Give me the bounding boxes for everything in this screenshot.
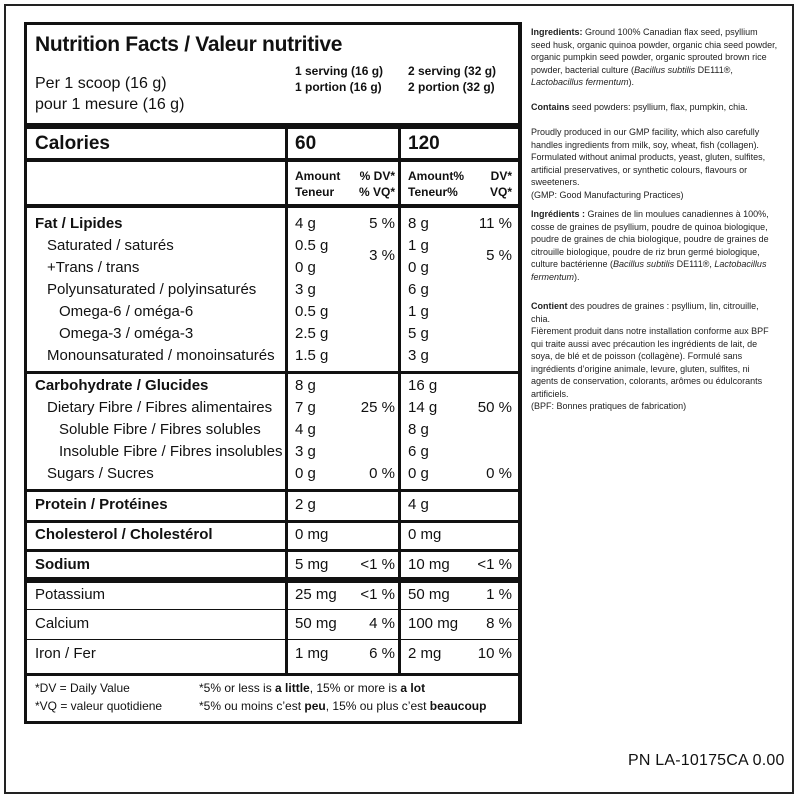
sol-amount-1: 4 g: [295, 421, 316, 438]
potassium-dv-2: 1 %: [486, 586, 512, 603]
sugar-amount-1: 0 g: [295, 465, 316, 482]
amount-header-1b: Teneur: [295, 185, 335, 199]
dv-header-1a: % DV*: [359, 169, 395, 183]
fat-amount-2: 8 g: [408, 215, 429, 232]
divider: [27, 371, 518, 374]
calcium-amount-1: 50 mg: [295, 615, 337, 632]
nutrient-carbohydrate: Carbohydrate / Glucides: [35, 377, 209, 394]
nutrition-title: Nutrition Facts / Valeur nutritive: [35, 33, 343, 56]
nutrient-protein: Protein / Protéines: [35, 496, 168, 513]
trans-amount-2: 0 g: [408, 259, 429, 276]
chol-amount-2: 0 mg: [408, 526, 442, 543]
calcium-dv-1: 4 %: [369, 615, 395, 632]
carb-amount-2: 16 g: [408, 377, 438, 394]
calories-label: Calories: [35, 133, 110, 154]
col1-heading-fr: 1 portion (16 g): [295, 80, 382, 94]
sat-amount-2: 1 g: [408, 237, 429, 254]
divider: [27, 549, 518, 552]
calories-value-2: 120: [408, 133, 440, 154]
poly-amount-2: 6 g: [408, 281, 429, 298]
chol-amount-1: 0 mg: [295, 526, 329, 543]
fibre-amount-2: 14 g: [408, 399, 438, 416]
dv-header-2a: DV*: [490, 169, 512, 183]
sodium-amount-1: 5 mg: [295, 556, 329, 573]
protein-amount-2: 4 g: [408, 496, 429, 513]
iron-dv-1: 6 %: [369, 645, 395, 662]
nutrient-soluble-fibre: Soluble Fibre / Fibres solubles: [59, 421, 261, 438]
dv-header-1b: % VQ*: [358, 185, 395, 199]
sat-trans-dv-1: 3 %: [369, 247, 395, 264]
ingredients-fr: Ingrédients : Graines de lin moulues canadiennes à 100%, cosse de graines de psyllium, poudre de quinoa biologique, poudre de graines de chia biologique, poudre de graines de citrouille biologique, poudre de riz brun germé biologique, culture bactérienne (Bacillus subtilis DE111®, Lactobacillus fermentum).: [531, 209, 769, 282]
divider: [27, 158, 518, 162]
serving-size-fr: pour 1 mesure (16 g): [35, 96, 185, 113]
calories-value-1: 60: [295, 133, 317, 154]
protein-amount-1: 2 g: [295, 496, 316, 513]
fat-amount-1: 4 g: [295, 215, 316, 232]
fat-dv-2: 11 %: [478, 215, 512, 232]
potassium-amount-1: 25 mg: [295, 586, 337, 603]
amount-header-2b: Teneur%: [408, 185, 458, 199]
insol-amount-1: 3 g: [295, 443, 316, 460]
sodium-amount-2: 10 mg: [408, 556, 450, 573]
nutrient-sugars: Sugars / Sucres: [47, 465, 154, 482]
part-number: PN LA-10175CA 0.00: [628, 752, 785, 769]
amount-header-1a: Amount: [295, 169, 341, 183]
footnote-scale-fr: *5% ou moins c’est peu, 15% ou plus c’est beaucoup: [199, 699, 487, 713]
nutrient-fat: Fat / Lipides: [35, 215, 123, 232]
trans-amount-1: 0 g: [295, 259, 316, 276]
production-statement-fr: Fièrement produit dans notre installation conforme aux BPF qui traite aussi avec précaution les ingrédients de lait, de soya, de blé et de poisson (collagène). Formulé sans ingrédients d’origine animale, levure, gluten, sulfites, ni agents de conservation, colorants, arômes ou édulcorants artificiels. (BPF: Bonnes pratiques de fabrication): [531, 326, 769, 411]
o6-amount-2: 1 g: [408, 303, 429, 320]
col2-heading-fr: 2 portion (32 g): [408, 80, 495, 94]
divider: [27, 489, 518, 492]
footnote-dv: *DV = Daily Value: [35, 681, 130, 695]
carb-amount-1: 8 g: [295, 377, 316, 394]
footnote-vq: *VQ = valeur quotidiene: [35, 699, 163, 713]
divider: [27, 520, 518, 523]
mono-amount-2: 3 g: [408, 347, 429, 364]
sat-amount-1: 0.5 g: [295, 237, 329, 254]
divider-thick: [27, 577, 518, 583]
fibre-dv-1: 25 %: [360, 399, 395, 416]
divider: [27, 673, 518, 676]
divider-thick: [27, 204, 518, 208]
sugar-dv-1: 0 %: [369, 465, 395, 482]
sodium-dv-1: <1 %: [360, 556, 395, 573]
nutrient-saturated: Saturated / saturés: [47, 237, 174, 254]
sol-amount-2: 8 g: [408, 421, 429, 438]
potassium-dv-1: <1 %: [360, 586, 395, 603]
mono-amount-1: 1.5 g: [295, 347, 329, 364]
iron-amount-2: 2 mg: [408, 645, 442, 662]
divider-thin: [27, 609, 518, 610]
nutrient-trans: +Trans / trans: [47, 259, 140, 276]
sugar-dv-2: 0 %: [486, 465, 512, 482]
fibre-amount-1: 7 g: [295, 399, 316, 416]
nutrient-calcium: Calcium: [35, 615, 90, 632]
serving-size-en: Per 1 scoop (16 g): [35, 75, 167, 92]
divider-thick: [27, 123, 518, 129]
nutrient-monounsaturated: Monounsaturated / monoinsaturés: [47, 347, 275, 364]
nutrient-iron: Iron / Fer: [35, 645, 96, 662]
production-statement-en: Proudly produced in our GMP facility, which also carefully handles ingredients from milk, soy, wheat, fish (collagen). Formulated without animal products, yeast, gluten, sulfites, artificial preservatives, or synthetic colours, flavours or sweeteners. (GMP: Good Manufacturing Practices): [531, 127, 766, 200]
calcium-amount-2: 100 mg: [408, 615, 459, 632]
nutrient-fibre: Dietary Fibre / Fibres alimentaires: [47, 399, 273, 416]
o3-amount-1: 2.5 g: [295, 325, 329, 342]
o6-amount-1: 0.5 g: [295, 303, 329, 320]
sodium-dv-2: <1 %: [477, 556, 512, 573]
calcium-dv-2: 8 %: [486, 615, 512, 632]
insol-amount-2: 6 g: [408, 443, 429, 460]
nutrient-polyunsaturated: Polyunsaturated / polyinsaturés: [47, 281, 257, 298]
nutrient-cholesterol: Cholesterol / Cholestérol: [35, 526, 213, 543]
sat-trans-dv-2: 5 %: [486, 247, 512, 264]
nutrient-insoluble-fibre: Insoluble Fibre / Fibres insolubles: [59, 443, 283, 460]
footnote-scale-en: *5% or less is a little, 15% or more is a lot: [199, 681, 426, 695]
poly-amount-1: 3 g: [295, 281, 316, 298]
nutrition-facts-table: [24, 22, 521, 724]
ingredients-en: Ingredients: Ground 100% Canadian flax seed, psyllium seed husk, organic quinoa powder, organic chia seed powder, organic pumpkin seed powder, organic sprouted brown rice powder, bacterial culture (Bacillus subtilis DE111®, Lactobacillus fermentum).: [531, 27, 778, 87]
amount-header-2a: Amount%: [408, 169, 464, 183]
iron-dv-2: 10 %: [477, 645, 512, 662]
column-separator: [521, 22, 522, 724]
dv-header-2b: VQ*: [489, 185, 512, 199]
nutrient-sodium: Sodium: [35, 556, 90, 573]
potassium-amount-2: 50 mg: [408, 586, 450, 603]
contains-fr: Contient des poudres de graines : psyllium, lin, citrouille, chia.: [531, 301, 759, 324]
nutrient-omega3: Omega-3 / oméga-3: [59, 325, 194, 342]
iron-amount-1: 1 mg: [295, 645, 329, 662]
divider-thin: [27, 639, 518, 640]
col1-heading-en: 1 serving (16 g): [295, 64, 384, 78]
fibre-dv-2: 50 %: [477, 399, 512, 416]
o3-amount-2: 5 g: [408, 325, 429, 342]
fat-dv-1: 5 %: [369, 215, 395, 232]
sugar-amount-2: 0 g: [408, 465, 429, 482]
col2-heading-en: 2 serving (32 g): [408, 64, 497, 78]
nutrient-potassium: Potassium: [35, 586, 106, 603]
contains-en: Contains seed powders: psyllium, flax, pumpkin, chia.: [531, 102, 748, 112]
nutrient-omega6: Omega-6 / oméga-6: [59, 303, 194, 320]
